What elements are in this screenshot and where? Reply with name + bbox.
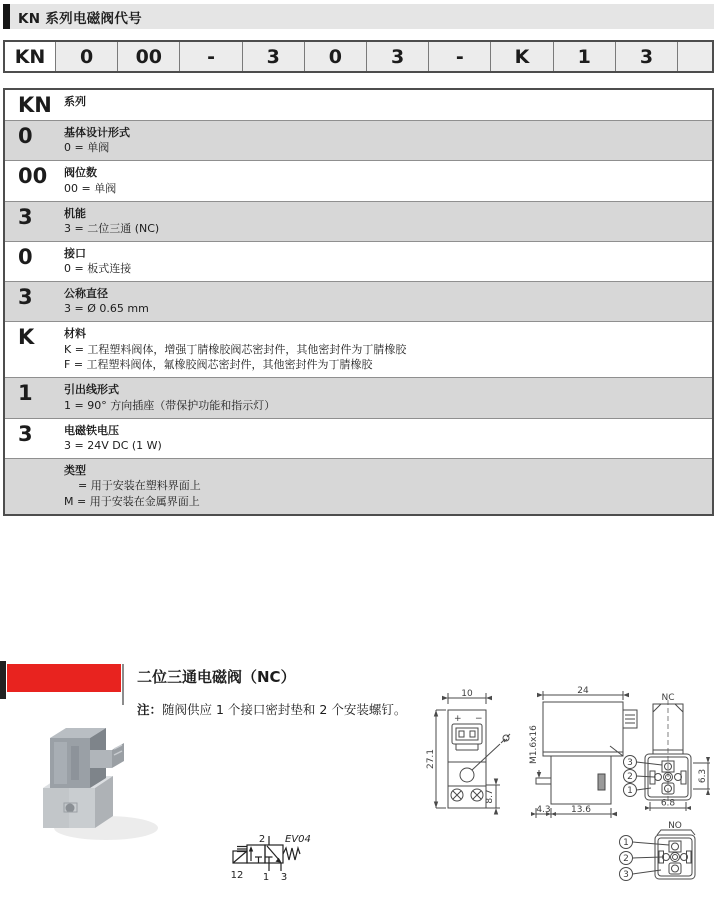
row-code: 0	[18, 124, 33, 149]
nc-view-lines	[624, 700, 711, 811]
code-cell: 3	[366, 42, 428, 71]
table-row	[5, 321, 712, 377]
polarity-plus-mark: +	[454, 714, 462, 724]
table-row	[5, 418, 712, 458]
drawing-bottom-view-nc	[620, 692, 720, 817]
row-title: 电磁铁电压	[64, 423, 119, 437]
callout-1: 1	[627, 786, 633, 796]
table-row	[5, 201, 712, 241]
flow-arrow-diagonal	[276, 858, 282, 863]
dim-side-width: 24	[577, 686, 589, 696]
code-cell-dash: -	[428, 42, 490, 71]
row-option: 3 = Ø 0.65 mm	[64, 302, 149, 316]
dim-arrows	[531, 693, 629, 816]
table-row	[5, 90, 712, 120]
port-2-label: 2	[258, 834, 266, 845]
dim-side-body: 13.6	[570, 805, 592, 815]
dim-nc-height: 6.3	[698, 768, 708, 784]
dim-side-pin: 4.3	[536, 805, 551, 815]
row-code: 1	[18, 381, 33, 406]
callout-2: 2	[627, 772, 633, 782]
row-code: 00	[18, 164, 48, 189]
table-row	[5, 120, 712, 160]
row-title: 引出线形式	[64, 383, 119, 397]
dim-front-port-offset: 8.7	[485, 789, 495, 804]
pneumatic-symbol-3-2-valve	[226, 833, 331, 891]
polarity-minus-mark: −	[475, 714, 483, 724]
row-code: 3	[18, 421, 33, 446]
code-cell-dash: -	[179, 42, 241, 71]
row-title: 阀位数	[64, 166, 97, 180]
header-accent-bar	[3, 4, 10, 29]
callout-3: 3	[627, 758, 633, 768]
drawing-front-view	[428, 688, 538, 818]
no-view-label: NO	[668, 821, 682, 831]
row-title: 基体设计形式	[64, 126, 130, 140]
code-cell: 1	[553, 42, 615, 71]
dim-front-height: 27.1	[426, 748, 436, 770]
drawing-bottom-view-no	[616, 820, 711, 902]
port-1-label: 1	[262, 872, 270, 883]
margin-index-bar	[0, 661, 6, 699]
code-legend-table	[3, 88, 714, 516]
callout-3: 3	[623, 870, 629, 880]
row-option: 3 = 二位三通 (NC)	[64, 221, 160, 235]
code-cell: 00	[117, 42, 179, 71]
no-view-lines	[620, 830, 696, 881]
symbol-model-label: EV04	[285, 834, 311, 845]
heading-divider	[122, 664, 124, 705]
row-code: K	[18, 325, 35, 350]
table-row	[5, 281, 712, 321]
page-title: KN 系列电磁阀代号	[18, 10, 142, 27]
row-option: M = 用于安装在金属界面上	[64, 495, 200, 509]
row-title: 类型	[64, 463, 86, 477]
row-title: 接口	[64, 246, 86, 260]
section-header	[3, 4, 714, 29]
port-12-label: 12	[230, 870, 244, 881]
row-option: K = 工程塑料阀体，增强丁腈橡胶阀芯密封件，其他密封件为丁腈橡胶	[64, 342, 407, 356]
dim-side-screw: M1.6x16	[529, 725, 539, 764]
dim-nc-span: 6.8	[660, 798, 676, 809]
note-text: 注：随阀供应 1 个接口密封垫和 2 个安装螺钉。	[137, 702, 407, 717]
row-code: 3	[18, 284, 33, 309]
order-code-row	[3, 40, 714, 73]
row-code: KN	[18, 93, 52, 117]
flow-arrow-up	[249, 846, 253, 852]
table-row	[5, 160, 712, 200]
row-code	[5, 462, 64, 510]
callout-1: 1	[623, 838, 629, 848]
code-cell: 3	[242, 42, 304, 71]
row-code: 0	[18, 244, 33, 269]
product-section-title: 二位三通电磁阀（NC）	[137, 668, 296, 686]
row-option: 0 = 板式连接	[64, 262, 132, 276]
row-option: = 用于安装在塑料界面上	[64, 479, 201, 493]
code-cell-type	[677, 42, 712, 71]
code-cell: 3	[615, 42, 677, 71]
table-row	[5, 458, 712, 514]
code-cell: 0	[304, 42, 366, 71]
row-option: 1 = 90° 方向插座（带保护功能和指示灯）	[64, 398, 276, 412]
table-row	[5, 241, 712, 281]
row-title: 材料	[64, 327, 86, 341]
code-cell: 0	[55, 42, 117, 71]
callout-2: 2	[623, 854, 629, 864]
red-accent-block	[7, 664, 121, 692]
row-title: 机能	[64, 206, 86, 220]
table-row	[5, 377, 712, 417]
row-title: 公称直径	[64, 286, 108, 300]
row-option: 0 = 单阀	[64, 141, 110, 155]
port-3-label: 3	[280, 872, 288, 883]
row-code: 3	[18, 204, 33, 229]
nc-view-label: NC	[661, 693, 675, 703]
row-option: 3 = 24V DC (1 W)	[64, 438, 162, 452]
product-photo-valve	[18, 716, 158, 846]
row-title: 系列	[64, 95, 86, 108]
manual-override-hand-icon	[501, 734, 510, 743]
code-cell: K	[490, 42, 552, 71]
note-label: 注：	[137, 702, 163, 717]
row-option: F = 工程塑料阀体，氟橡胶阀芯密封件，其他密封件为丁腈橡胶	[64, 358, 373, 372]
dim-front-width: 10	[461, 689, 473, 699]
row-option: 00 = 单阀	[64, 181, 117, 195]
code-cell-series: KN	[5, 42, 55, 71]
